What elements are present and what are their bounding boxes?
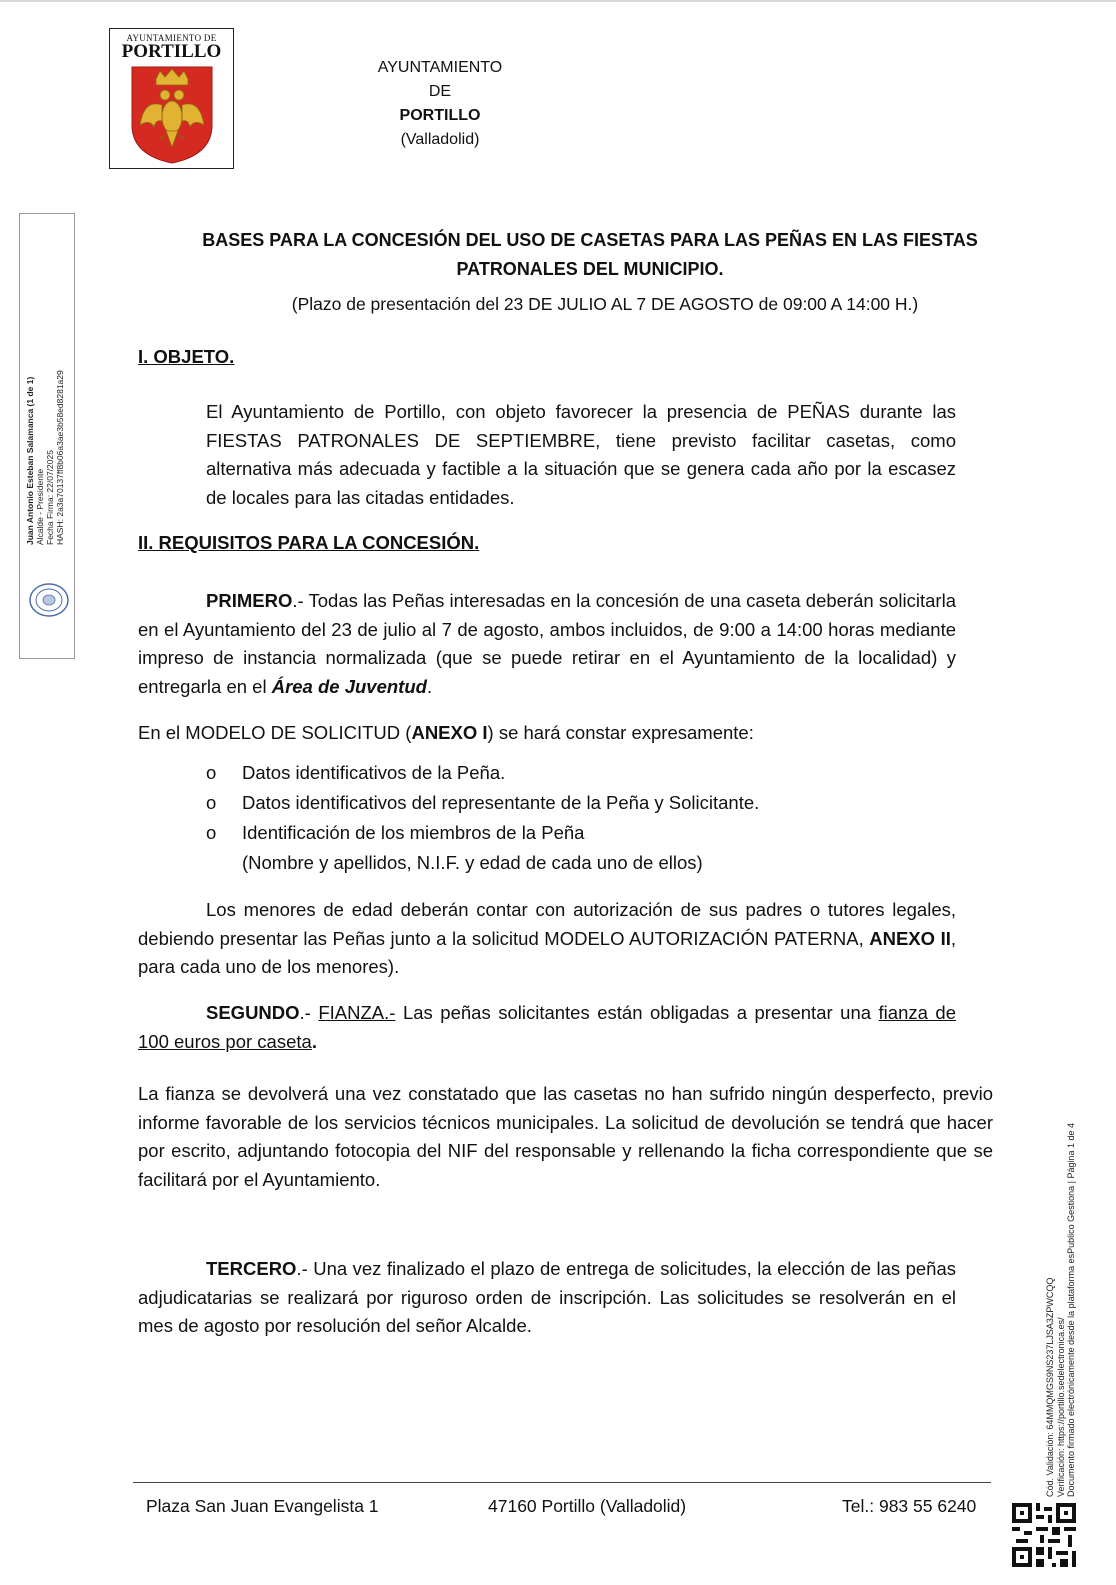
primero-area: Área de Juventud (271, 675, 427, 697)
section-1-heading: I. OBJETO. (138, 346, 235, 367)
modelo-pre: En el MODELO DE SOLICITUD ( (138, 722, 412, 743)
validation-doc: Documento firmado electrónicamente desde la plataforma esPublico Gestiona | Página 1 de 4 (1066, 1122, 1076, 1497)
bullet-marker: o (206, 822, 217, 843)
primero-text: .- Todas las Peñas interesadas en la concesión de una caseta deberán solicitarla en el Ayuntamiento del 23 de julio al 7 de agosto, ambos incluidos, de 9:00 a 14:00 horas mediante impreso de instancia normalizada (que se puede retirar en el Ayuntamiento de la localidad) y entregarla en el (138, 590, 956, 697)
official-seal-icon (28, 582, 70, 618)
signature-text (25, 215, 65, 545)
validation-text (1045, 1007, 1077, 1497)
footer-address: Plaza San Juan Evangelista 1 (146, 1496, 379, 1516)
bullet-marker: o (206, 762, 217, 783)
town-line-1: AYUNTAMIENTO (377, 59, 503, 76)
logo-small-text: AYUNTAMIENTO DE (126, 33, 217, 43)
fianza-text: La fianza se devolverá una vez constatado que las casetas no han sufrido ningún desperfecto, previo informe favorable de los servicios técnicos municipales. La solicitud de devolución se tendrá que hacer por escrito, adjuntando fotocopia del NIF del responsable y rellenando la ficha correspondiente que se facilitará por el Ayuntamiento. (138, 1083, 993, 1190)
menores-anexo: ANEXO II (869, 927, 951, 949)
objeto-paragraph (138, 398, 956, 512)
footer-postal: 47160 Portillo (Valladolid) (488, 1496, 687, 1516)
municipal-logo (109, 28, 234, 169)
fianza-paragraph (138, 1080, 993, 1194)
qr-code-icon (1012, 1503, 1076, 1567)
segundo-u1: fianza de (878, 1002, 956, 1023)
signature-date: Fecha Firma: 22/07/2025 (45, 450, 55, 545)
bullet-marker: o (206, 792, 217, 813)
segundo-end: . (311, 1030, 317, 1052)
footer-phone: Tel.: 983 55 6240 (842, 1496, 977, 1516)
segundo-u2: 100 euros por caseta (138, 1030, 312, 1052)
modelo-paragraph (138, 719, 956, 748)
signature-hash: HASH: 2a3a70137ff8b06a3ae3b58ed8281a29 (55, 370, 65, 545)
submission-period: (Plazo de presentación del 23 DE JULIO AL 7 DE AGOSTO de 09:00 A 14:00 H.) (291, 294, 919, 314)
municipality-header (340, 56, 540, 152)
list-item: o Datos identificativos de la Peña. (206, 758, 966, 788)
town-line-2: DE (428, 83, 452, 100)
list-item: o Identificación de los miembros de la Peña (206, 818, 966, 848)
modelo-post: ) se hará constar expresamente: (487, 722, 754, 743)
validation-url: Verificación: https://portillo.sedelectronica.es/ (1055, 1317, 1066, 1497)
primero-end: . (426, 675, 433, 697)
footer-divider (133, 1482, 991, 1483)
title-line-2: PATRONALES DEL MUNICIPIO. (456, 259, 724, 279)
list-item: o Datos identificativos del representante de la Peña y Solicitante. (206, 788, 966, 818)
primero-label: PRIMERO (206, 590, 293, 611)
list-item-continuation: (Nombre y apellidos, N.I.F. y edad de cada uno de ellos) (242, 852, 703, 873)
segundo-label: SEGUNDO (206, 1002, 300, 1023)
segundo-text: Las peñas solicitantes están obligadas a presentar una (395, 1002, 879, 1023)
title-line-1: BASES PARA LA CONCESIÓN DEL USO DE CASETAS PARA LAS PEÑAS EN LAS FIESTAS (202, 230, 978, 250)
coat-of-arms-icon (130, 65, 214, 165)
logo-big-text: PORTILLO (121, 41, 222, 62)
menores-post: , para cada uno de los menores). (138, 927, 956, 977)
validation-code: Cód. Validación: 64MMQMGS9NS237LJSA3ZPWCQQ (1045, 1277, 1055, 1497)
menores-pre: Los menores de edad deberán contar con autorización de sus padres o tutores legales, debiendo presentar las Peñas junto a la solicitud MODELO AUTORIZACIÓN PATERNA, (138, 899, 956, 949)
town-line-4: (Valladolid) (400, 131, 480, 148)
signer-role: Alcalde - Presidente (35, 468, 45, 545)
section-1-text (138, 398, 956, 512)
requirements-list (206, 758, 966, 878)
menores-paragraph (138, 896, 956, 982)
tercero-label: TERCERO (206, 1258, 297, 1279)
section-2-heading: II. REQUISITOS PARA LA CONCESIÓN. (138, 532, 480, 553)
signer-name: Juan Antonio Esteban Salamanca (1 de 1) (25, 376, 35, 545)
modelo-anexo: ANEXO I (411, 722, 488, 743)
segundo-paragraph (138, 999, 956, 1056)
tercero-text: .- Una vez finalizado el plazo de entrega de solicitudes, la elección de las peñas adjudicatarias se realizará por riguroso orden de inscripción. Las solicitudes se resolverán en el mes de agosto por resolución del señor Alcalde. (138, 1258, 956, 1336)
town-line-3: PORTILLO (399, 107, 481, 124)
segundo-sep: .- (299, 1002, 319, 1023)
top-border (0, 0, 1116, 2)
objeto-text: El Ayuntamiento de Portillo, con objeto favorecer la presencia de PEÑAS durante las FIESTAS PATRONALES DE SEPTIEMBRE, tiene previsto facilitar casetas, como alternativa más adecuada y factible a la situación que se genera cada año por la escasez de locales para las citadas entidades. (206, 401, 956, 508)
document-title (140, 226, 1040, 284)
primero-paragraph (138, 587, 956, 701)
segundo-fianza: FIANZA.- (318, 1002, 396, 1023)
tercero-paragraph (138, 1255, 956, 1341)
